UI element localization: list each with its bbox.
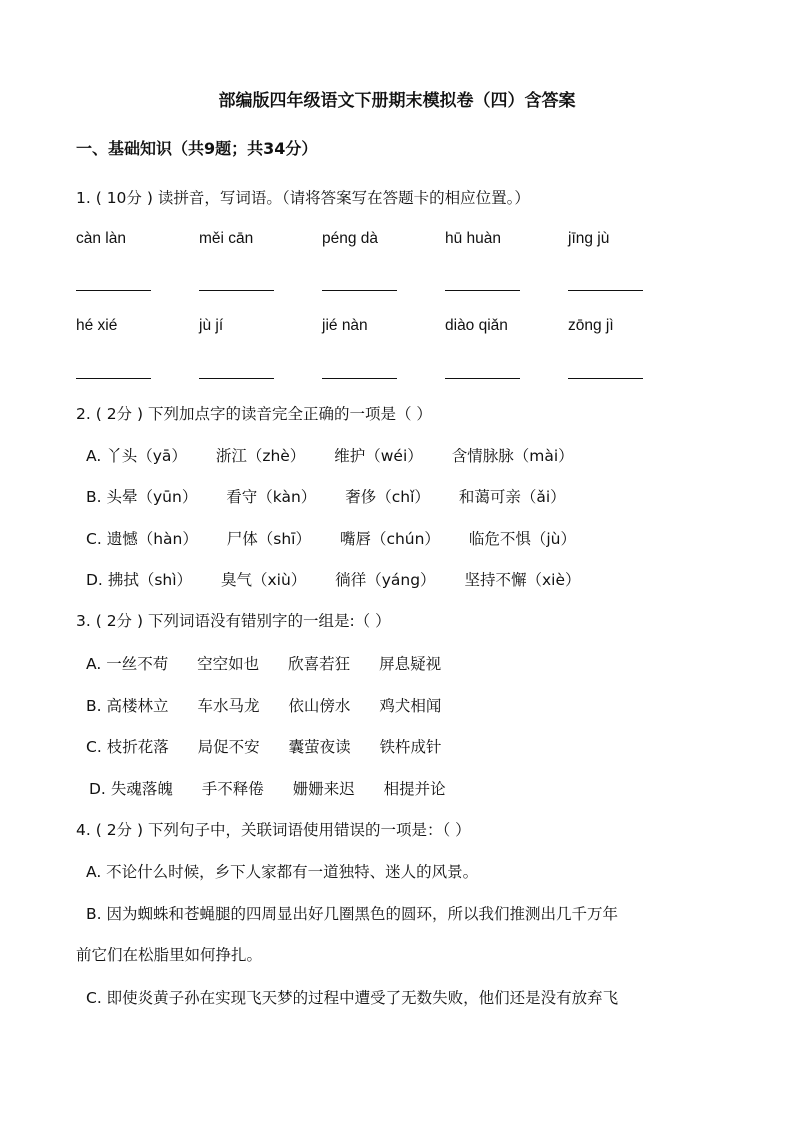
option-word: 依山傍水 <box>288 697 351 715</box>
question-4-option-b-line2: 前它们在松脂里如何挣扎。 <box>76 946 263 964</box>
option-word: 嘴唇（chún） <box>339 530 440 548</box>
option-word: 丫头（yā） <box>106 447 187 465</box>
answer-blank[interactable] <box>445 378 520 379</box>
option-word: 鸡犬相闻 <box>379 697 442 715</box>
option-label: C. <box>86 738 102 756</box>
option-word: 遗憾（hàn） <box>106 530 198 548</box>
option-word: 一丝不苟 <box>106 655 169 673</box>
option-word: 浙江（zhè） <box>215 447 306 465</box>
pinyin-item: hū huàn <box>445 230 502 247</box>
question-3-option-d[interactable] <box>89 777 470 799</box>
option-word: 临危不惧（jù） <box>468 530 577 548</box>
pinyin-item: jié nàn <box>322 317 368 334</box>
option-word: 车水马龙 <box>197 697 260 715</box>
answer-blank[interactable] <box>322 290 397 291</box>
pinyin-item: měi cān <box>199 230 254 247</box>
question-2-option-b[interactable] <box>86 485 590 507</box>
option-label: A. <box>86 655 102 673</box>
question-2-option-a[interactable] <box>86 444 598 466</box>
question-2-stem: 2. ( 2分 ) 下列加点字的读音完全正确的一项是（ ） <box>76 405 432 423</box>
question-3-stem: 3. ( 2分 ) 下列词语没有错别字的一组是:（ ） <box>76 612 391 630</box>
question-4-option-c-line1[interactable]: C. 即使炎黄子孙在实现飞天梦的过程中遭受了无数失败，他们还是没有放弃飞 <box>86 989 619 1007</box>
page-title: 部编版四年级语文下册期末模拟卷（四）含答案 <box>218 91 576 111</box>
pinyin-item: jù jí <box>199 317 224 334</box>
option-word: 含情脉脉（mài） <box>451 447 574 465</box>
option-word: 维护（wéi） <box>334 447 423 465</box>
pinyin-item: jīng jù <box>568 230 610 247</box>
option-word: 枝折花落 <box>106 738 169 756</box>
option-label: B. <box>86 488 102 506</box>
option-word: 坚持不懈（xiè） <box>464 571 581 589</box>
option-word: 相提并论 <box>383 780 446 798</box>
option-label: D. <box>86 571 103 589</box>
question-3-option-c[interactable] <box>86 735 466 757</box>
question-2-option-d[interactable] <box>86 568 605 590</box>
option-word: 拂拭（shì） <box>107 571 193 589</box>
question-3-option-a[interactable] <box>86 652 465 674</box>
option-word: 姗姗来迟 <box>292 780 355 798</box>
option-word: 空空如也 <box>197 655 260 673</box>
pinyin-item: diào qiǎn <box>445 317 508 334</box>
option-word: 奢侈（chǐ） <box>345 488 430 506</box>
option-word: 看守（kàn） <box>226 488 317 506</box>
pinyin-item: càn làn <box>76 230 126 247</box>
answer-blank[interactable] <box>568 378 643 379</box>
question-3-option-b[interactable] <box>86 694 465 716</box>
question-1-stem: 1. ( 10分 ) 读拼音，写词语。（请将答案写在答题卡的相应位置。） <box>76 189 530 207</box>
option-label: D. <box>89 780 106 798</box>
question-4-option-b-line1[interactable]: B. 因为蜘蛛和苍蝇腿的四周显出好几圈黑色的圆环，所以我们推测出几千万年 <box>86 905 618 923</box>
option-word: 徜徉（yáng） <box>335 571 436 589</box>
option-word: 和蔼可亲（ǎi） <box>458 488 566 506</box>
answer-blank[interactable] <box>568 290 643 291</box>
option-label: B. <box>86 697 102 715</box>
section-heading: 一、基础知识（共9题；共34分） <box>76 139 318 158</box>
answer-blank[interactable] <box>445 290 520 291</box>
question-4-option-a[interactable]: A. 不论什么时候，乡下人家都有一道独特、迷人的风景。 <box>86 863 479 881</box>
option-word: 局促不安 <box>197 738 260 756</box>
option-word: 头晕（yūn） <box>106 488 198 506</box>
option-word: 失魂落魄 <box>110 780 173 798</box>
option-word: 高楼林立 <box>106 697 169 715</box>
option-word: 屏息疑视 <box>379 655 442 673</box>
answer-blank[interactable] <box>199 290 274 291</box>
answer-blank[interactable] <box>76 378 151 379</box>
option-word: 手不释倦 <box>201 780 264 798</box>
answer-blank[interactable] <box>322 378 397 379</box>
question-4-stem: 4. ( 2分 ) 下列句子中，关联词语使用错误的一项是：（ ） <box>76 821 471 839</box>
option-label: C. <box>86 530 102 548</box>
option-word: 臭气（xiù） <box>220 571 307 589</box>
question-2-option-c[interactable] <box>86 527 600 549</box>
pinyin-item: hé xié <box>76 317 118 334</box>
answer-blank[interactable] <box>199 378 274 379</box>
pinyin-item: zōng jì <box>568 317 614 334</box>
option-label: A. <box>86 447 102 465</box>
option-word: 欣喜若狂 <box>288 655 351 673</box>
option-word: 铁杵成针 <box>379 738 442 756</box>
option-word: 尸体（shī） <box>226 530 311 548</box>
answer-blank[interactable] <box>76 290 151 291</box>
option-word: 囊萤夜读 <box>288 738 351 756</box>
pinyin-item: péng dà <box>322 230 379 247</box>
